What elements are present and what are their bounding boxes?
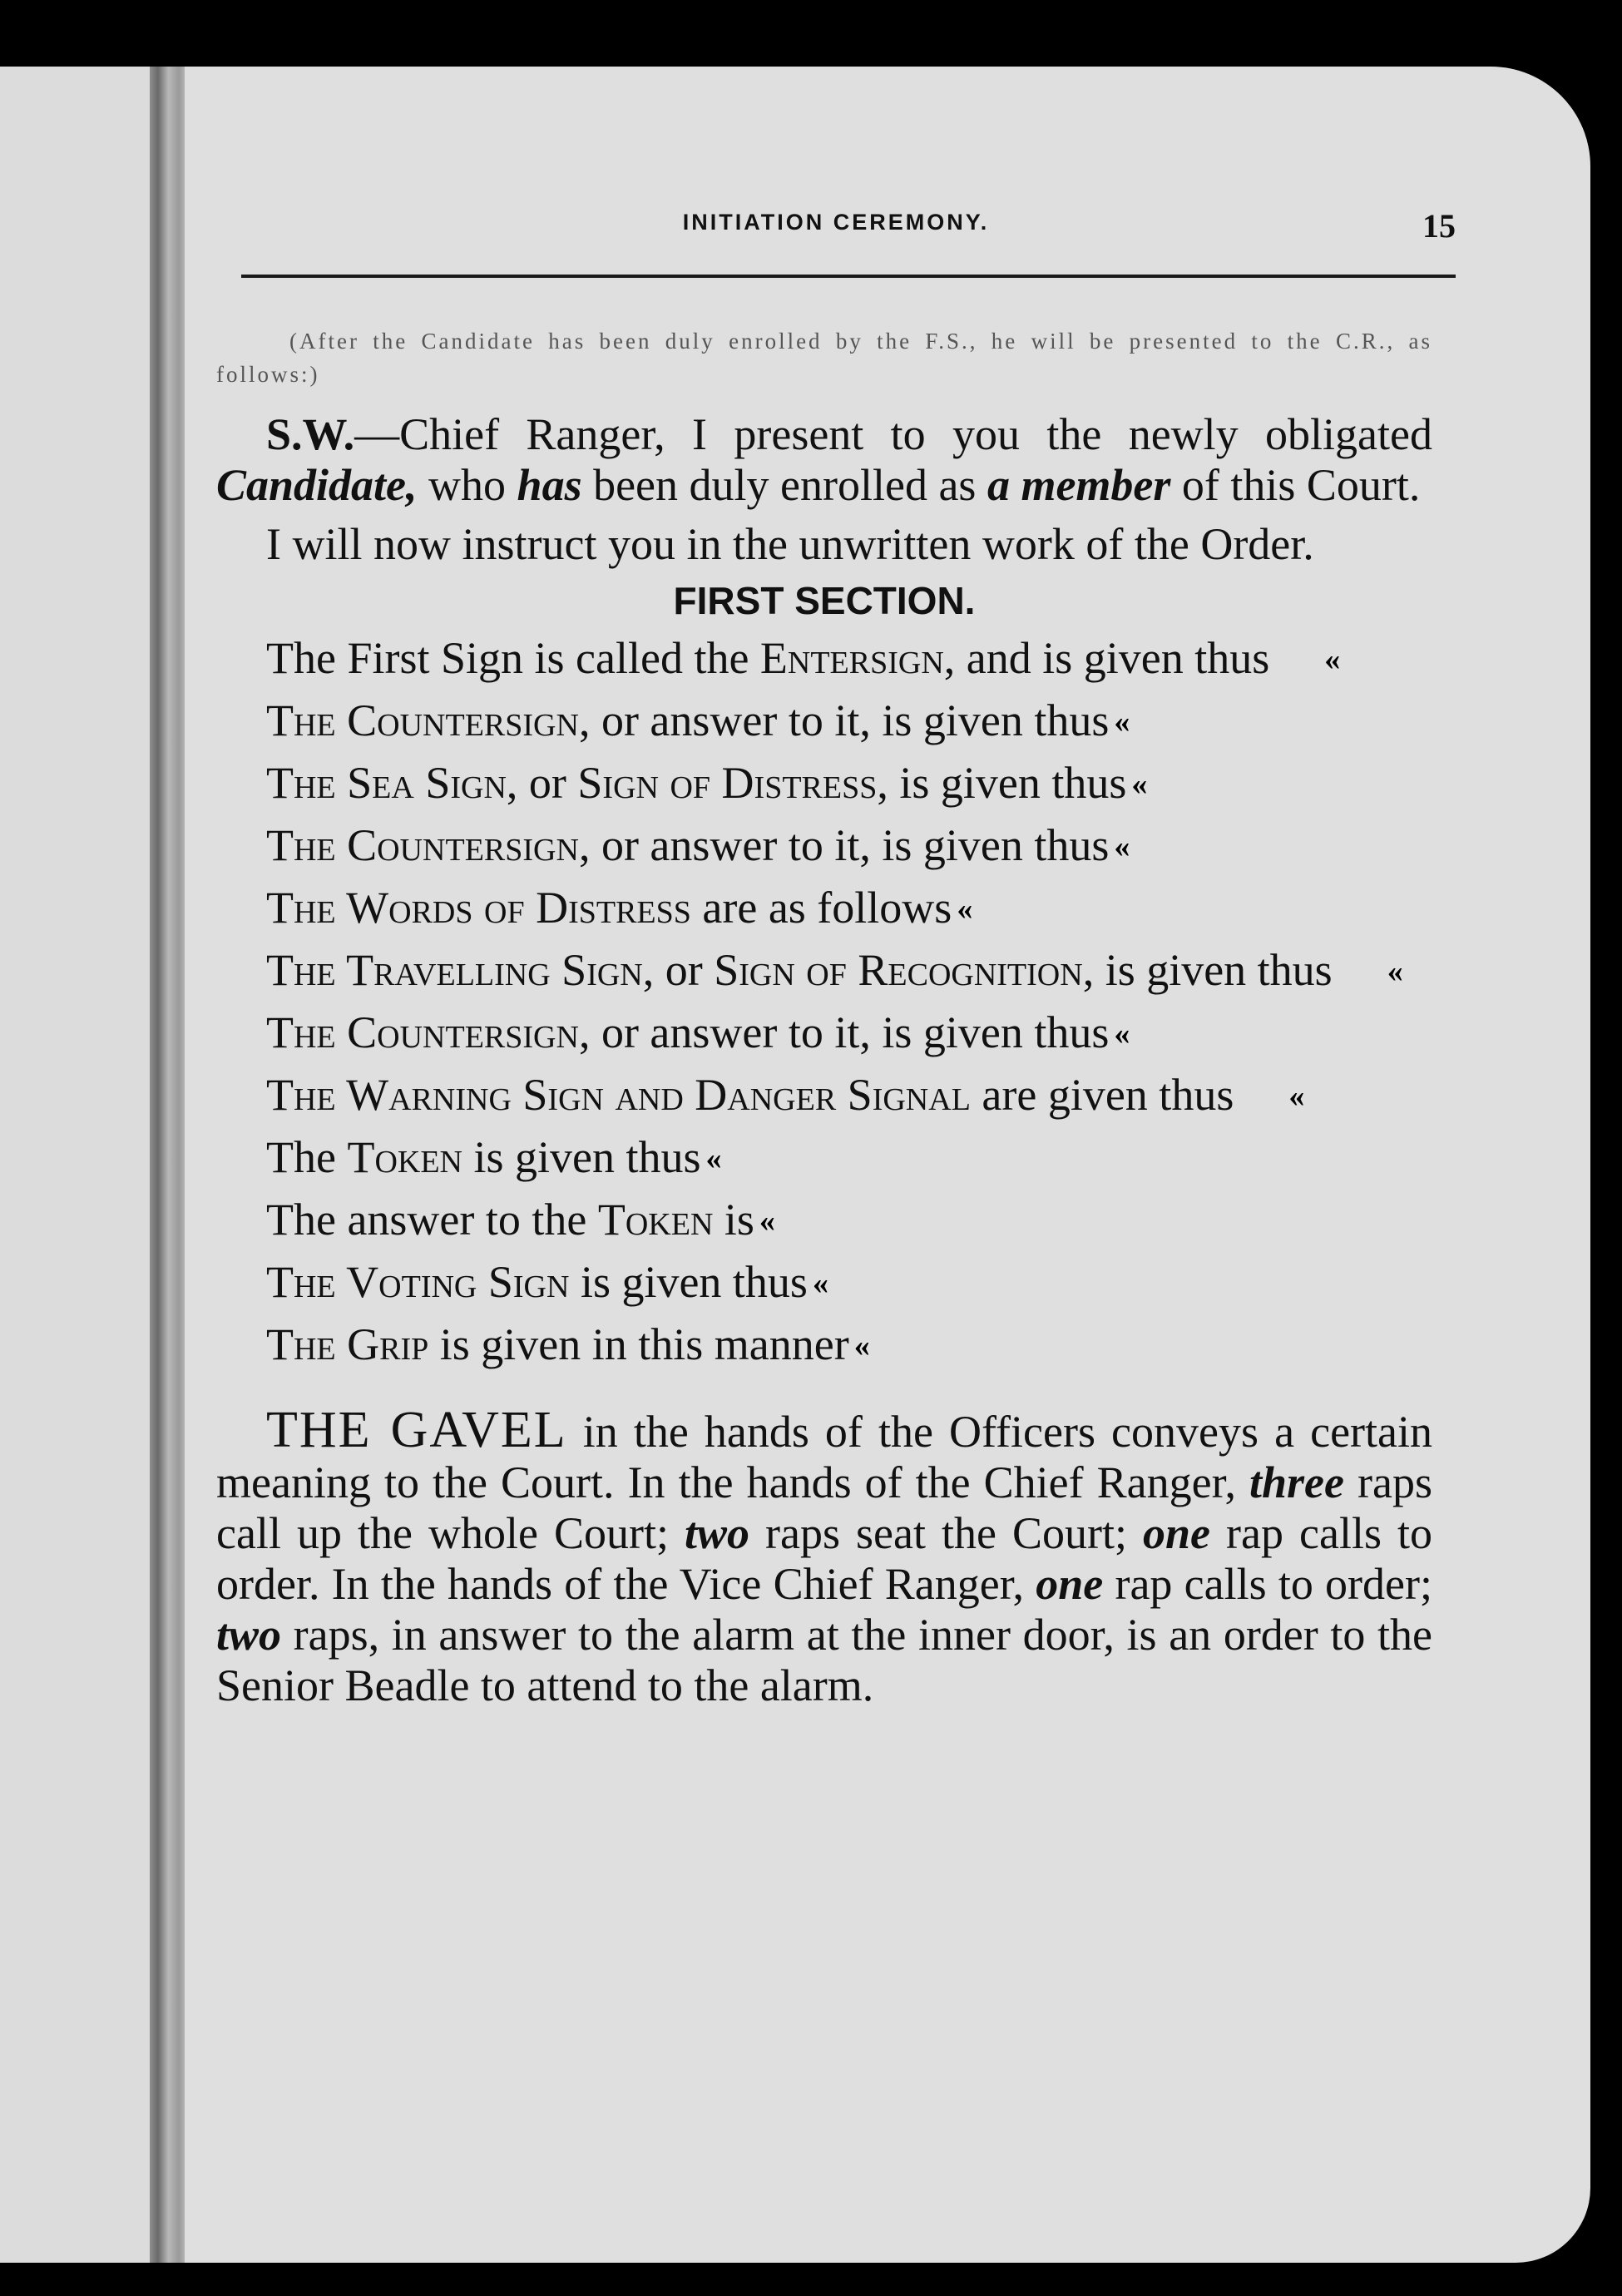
- cipher-mark-icon: «: [759, 1204, 775, 1239]
- cipher-mark-icon: «: [853, 1329, 870, 1363]
- cipher-mark-icon: «: [1288, 1079, 1305, 1114]
- sign-item: [216, 633, 1432, 685]
- emphasis: one: [1143, 1508, 1211, 1558]
- sign-item: [216, 820, 1432, 873]
- text-run: are as follows: [690, 883, 952, 933]
- small-caps-term: Token: [597, 1195, 714, 1244]
- sign-list: [216, 633, 1432, 1372]
- sign-item: [216, 1007, 1432, 1060]
- emphasis: two: [216, 1610, 282, 1660]
- text-run: , is given thus: [1082, 945, 1333, 995]
- sign-item: [216, 1257, 1432, 1309]
- header-rule: [241, 275, 1456, 278]
- cipher-mark-icon: «: [1387, 954, 1403, 989]
- text-run: in the hands of the Officers conveys a certain meaning to the Court. In the hands of the Chief Ranger,: [216, 1407, 1433, 1507]
- small-caps-term: The Countersign: [266, 695, 579, 745]
- text-run: of this Court.: [1170, 460, 1421, 510]
- text-run: been duly enrolled as: [581, 460, 987, 510]
- small-caps-term: The Warning Sign and Danger Signal: [266, 1070, 971, 1120]
- emphasis: two: [684, 1508, 750, 1558]
- emphasis: a member: [987, 460, 1171, 510]
- text-run: , and is given thus: [943, 633, 1270, 683]
- text-run: , or answer to it, is given thus: [578, 695, 1110, 745]
- emphasis: has: [517, 460, 582, 510]
- text-run: , or answer to it, is given thus: [578, 1007, 1110, 1057]
- small-caps-term: The Voting Sign: [266, 1257, 570, 1307]
- sign-item: [216, 695, 1432, 748]
- sign-item: [216, 1132, 1432, 1185]
- stage-direction: (After the Candidate has been duly enrolled by the F.S., he will be presented to the C.R., as follows:): [216, 329, 1432, 387]
- text-run: is given thus: [462, 1132, 701, 1182]
- cipher-mark-icon: «: [812, 1266, 828, 1301]
- body-text: [216, 324, 1432, 1756]
- sign-item: [216, 1070, 1432, 1122]
- small-caps-term: Sign of Distress: [577, 758, 878, 808]
- sign-item: [216, 945, 1432, 997]
- small-caps-term: The Travelling Sign: [266, 945, 643, 995]
- instruction-paragraph: I will now instruct you in the unwritten work of the Order.: [266, 519, 1314, 569]
- running-title: INITIATION CEREMONY.: [682, 210, 990, 235]
- small-caps-term: The Words of Distress: [266, 883, 691, 933]
- cipher-mark-icon: «: [1114, 1017, 1130, 1052]
- text-run: are given thus: [970, 1070, 1234, 1120]
- text-run: The answer to the: [266, 1195, 598, 1244]
- cipher-mark-icon: «: [1131, 767, 1148, 802]
- cipher-mark-icon: «: [705, 1141, 722, 1176]
- gavel-paragraph: [216, 1402, 1433, 1711]
- small-caps-term: Sign of Recognition: [714, 945, 1083, 995]
- emphasis: one: [1036, 1559, 1104, 1609]
- page-content: [216, 67, 1456, 2263]
- presentation-paragraph: [216, 409, 1432, 511]
- text-run: —Chief Ranger, I present to you the newly obligated: [354, 409, 1432, 459]
- cipher-mark-icon: «: [1114, 705, 1130, 740]
- text-run: is given in this manner: [428, 1319, 849, 1369]
- sign-item: [216, 883, 1432, 935]
- running-head: [216, 207, 1456, 251]
- text-run: , is given thus: [877, 758, 1127, 808]
- previous-page-edge: [0, 67, 156, 2263]
- text-run: is: [713, 1195, 754, 1244]
- text-run: , or: [642, 945, 715, 995]
- text-run: raps, in answer to the alarm at the inner door, is an order to the Senior Beadle to attend to the alarm.: [216, 1610, 1432, 1710]
- text-run: who: [417, 460, 517, 510]
- small-caps-term: The Countersign: [266, 1007, 579, 1057]
- text-run: rap calls to order. In the hands of the Vice Chief Ranger,: [216, 1508, 1432, 1609]
- text-run: is given thus: [569, 1257, 808, 1307]
- small-caps-term: The Sea Sign: [266, 758, 507, 808]
- text-run: raps seat the Court;: [749, 1508, 1144, 1558]
- section-heading: FIRST SECTION.: [673, 579, 976, 622]
- text-run: The: [266, 1132, 348, 1182]
- text-run: raps call up the whole Court;: [216, 1457, 1432, 1558]
- sign-item: [216, 758, 1432, 810]
- sign-item: [216, 1195, 1432, 1247]
- cipher-mark-icon: «: [957, 892, 973, 927]
- small-caps-term: Entersign: [759, 633, 944, 683]
- text-run: , or: [506, 758, 578, 808]
- emphasis: three: [1249, 1457, 1344, 1507]
- emphasis: Candidate,: [216, 460, 418, 510]
- book-page: [185, 67, 1590, 2263]
- cipher-mark-icon: «: [1114, 829, 1130, 864]
- speaker-label: S.W.: [266, 409, 355, 459]
- page-number: 15: [1422, 207, 1456, 245]
- cipher-mark-icon: «: [1324, 642, 1341, 677]
- small-caps-term: The Countersign: [266, 820, 579, 870]
- text-run: , or answer to it, is given thus: [578, 820, 1110, 870]
- small-caps-term: The Grip: [266, 1319, 429, 1369]
- text-run: rap calls to order;: [1103, 1559, 1432, 1609]
- sign-item: [216, 1319, 1432, 1372]
- small-caps-term: Token: [347, 1132, 462, 1182]
- gavel-lead: THE GAVEL: [266, 1402, 567, 1458]
- text-run: The First Sign is called the: [266, 633, 760, 683]
